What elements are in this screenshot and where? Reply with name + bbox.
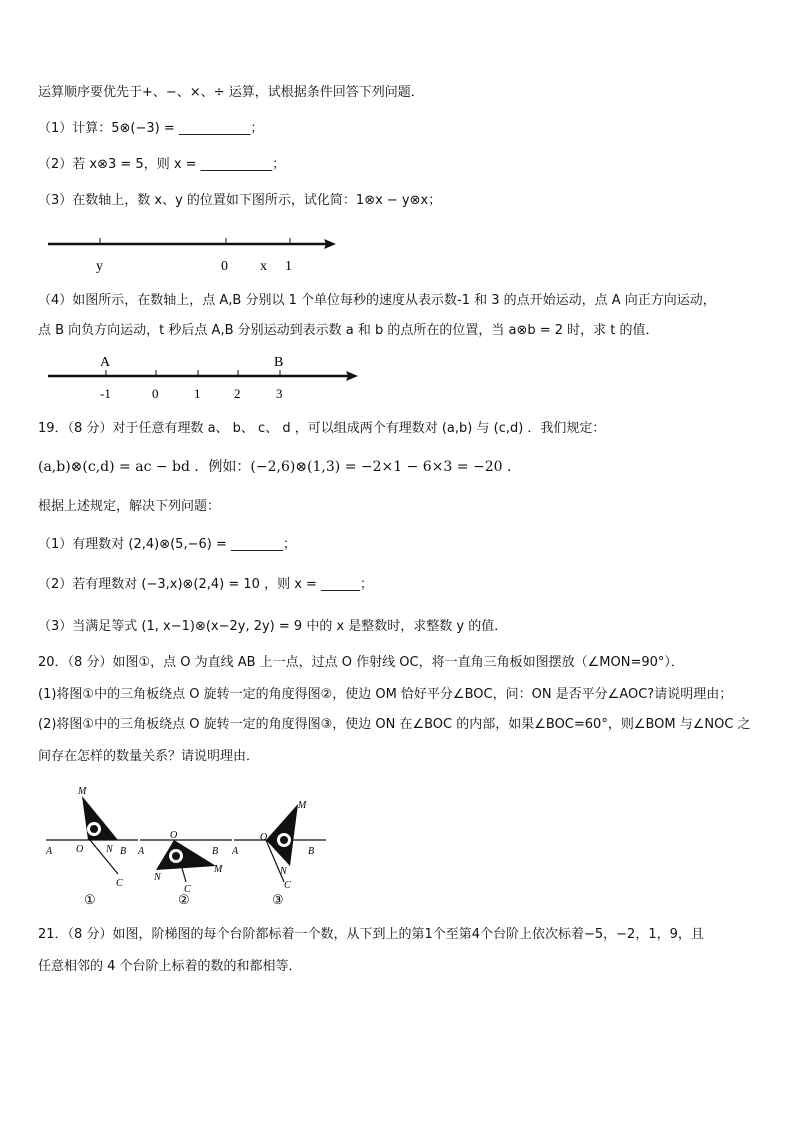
- q19-rule: (a,b)⊗(c,d) = ac − bd ．例如：(−2,6)⊗(1,3) = −2×1 − 6×3 = −20 ．: [38, 459, 521, 475]
- fig3-label-A: A: [232, 846, 239, 857]
- fig1-label-N: N: [106, 844, 113, 855]
- fig1-label-M: M: [78, 786, 87, 797]
- fig2-label-C: C: [184, 884, 191, 895]
- fig1-label-O: O: [76, 844, 84, 855]
- fig3-number: ③: [272, 892, 284, 907]
- q18-part4-line1: （4）如图所示，在数轴上，点 A,B 分别以 1 个单位每秒的速度从表示数-1 和 3 的点开始运动，点 A 向正方向运动，: [38, 293, 716, 308]
- fig1-number: ①: [84, 892, 96, 907]
- axis2-tick-1: 1: [194, 386, 201, 401]
- q20-part2-line2: 间存在怎样的数量关系？请说明理由．: [38, 749, 260, 764]
- axis1-label-y: y: [96, 259, 103, 274]
- axis1-label-1: 1: [285, 259, 292, 274]
- axis2-label-B: B: [274, 355, 284, 370]
- q21-line1: 21．（8 分）如图，阶梯图的每个台阶都标着一个数，从下到上的第1个至第4个台阶上依次标着−5，−2，1，9，且: [38, 927, 704, 942]
- axis1-label-0: 0: [221, 259, 228, 274]
- q19-part2: （2）若有理数对 (−3,x)⊗(2,4) = 10 ，则 x = ______；: [38, 577, 374, 592]
- number-line-xy: [44, 232, 344, 276]
- figure-1: [40, 782, 140, 910]
- fig3-label-B: B: [308, 846, 315, 857]
- q18-part1: （1）计算：5⊗(−3) = ___________；: [38, 121, 264, 136]
- fig1-label-B: B: [120, 846, 127, 857]
- fig2-label-B: B: [212, 846, 219, 857]
- q19-lead: 根据上述规定，解决下列问题：: [38, 499, 221, 514]
- q20-part1: (1)将图①中的三角板绕点 O 旋转一定的角度得图②，使边 OM 恰好平分∠BOC，问：ON 是否平分∠AOC?请说明理由；: [38, 687, 733, 702]
- fig2-number: ②: [178, 892, 190, 907]
- fig3-label-O: O: [260, 832, 268, 843]
- q19-part3: （3）当满足等式 (1, x−1)⊗(x−2y, 2y) = 9 中的 x 是整数时，求整数 y 的值．: [38, 619, 508, 634]
- q20-part2-line1: (2)将图①中的三角板绕点 O 旋转一定的角度得图③，使边 ON 在∠BOC 的内部，如果∠BOC=60°，则∠BOM 与∠NOC 之: [38, 717, 751, 732]
- intro-text: 运算顺序要优先于+、−、×、÷ 运算，试根据条件回答下列问题．: [38, 85, 424, 100]
- q18-part2: （2）若 x⊗3 = 5，则 x = ___________；: [38, 157, 286, 172]
- fig1-label-A: A: [46, 846, 53, 857]
- number-line-ab: [44, 352, 364, 404]
- fig2-label-N: N: [154, 872, 161, 883]
- figure-2: [134, 782, 234, 910]
- figure-3: [228, 782, 328, 910]
- axis2-tick-3: 3: [276, 386, 283, 401]
- q20-heading: 20．（8 分）如图①，点 O 为直线 AB 上一点，过点 O 作射线 OC，将一直角三角板如图摆放（∠MON=90°）．: [38, 655, 684, 670]
- fig2-label-M: M: [214, 864, 223, 875]
- q19-part1: （1）有理数对 (2,4)⊗(5,−6) = ________；: [38, 537, 296, 552]
- q21-line2: 任意相邻的 4 个台阶上标着的数的和都相等．: [38, 959, 302, 974]
- fig2-label-O: O: [170, 830, 178, 841]
- axis2-label-A: A: [100, 355, 111, 370]
- axis2-tick-0: 0: [152, 386, 159, 401]
- axis1-label-x: x: [260, 259, 267, 274]
- fig3-label-C: C: [284, 880, 291, 891]
- fig3-label-N: N: [280, 866, 287, 877]
- q19-heading: 19．（8 分）对于任意有理数 a、 b、 c、 d ，可以组成两个有理数对 (a,b) 与 (c,d) ．我们规定：: [38, 421, 606, 436]
- axis2-tick-neg1: -1: [100, 386, 111, 401]
- axis2-tick-2: 2: [234, 386, 241, 401]
- q18-part4-line2: 点 B 向负方向运动，t 秒后点 A,B 分别运动到表示数 a 和 b 的点所在的位置，当 a⊗b = 2 时，求 t 的值．: [38, 323, 659, 338]
- q18-part3: （3）在数轴上，数 x、y 的位置如下图所示，试化简：1⊗x − y⊗x；: [38, 193, 442, 208]
- fig2-label-A: A: [138, 846, 145, 857]
- fig1-label-C: C: [116, 878, 123, 889]
- fig3-label-M: M: [298, 800, 307, 811]
